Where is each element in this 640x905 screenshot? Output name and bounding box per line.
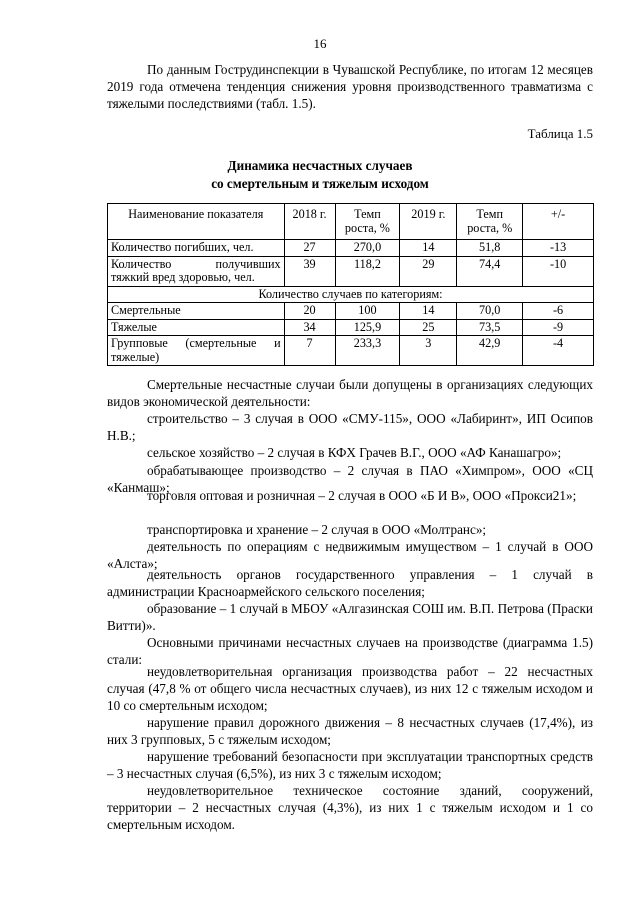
table-cell: 51,8 <box>457 240 523 257</box>
body-paragraph: нарушение требований безопасности при эксплуатации транспортных средств – 3 несчастных случая (6,5%), из них 3 с тяжелым исходом; <box>107 749 593 781</box>
table-header-cell: Темп роста, % <box>335 204 400 240</box>
table-caption: Таблица 1.5 <box>527 126 593 141</box>
table-cell: 270,0 <box>335 240 400 257</box>
table-cell: 70,0 <box>457 303 523 320</box>
table-cell: 100 <box>335 303 400 320</box>
table-row <box>108 240 594 257</box>
body-paragraph: неудовлетворительное техническое состояние зданий, сооружений, территории – 2 несчастных случая (4,3%), из них 1 с тяжелым исходом и 1 со смертельным исходом. <box>107 783 593 832</box>
table-header-row <box>108 204 594 240</box>
body-paragraph: строительство – 3 случая в ООО «СМУ-115», ООО «Лабиринт», ИП Осипов Н.В.; <box>107 411 593 443</box>
table-cell: Тяжелые <box>108 319 285 336</box>
page-number: 16 <box>313 36 327 51</box>
table-header-cell: Наименование показателя <box>108 204 285 240</box>
body-paragraph: торговля оптовая и розничная – 2 случая в ООО «Б И В», ООО «Прокси21»; <box>147 488 577 503</box>
table-cell: Количество получивших тяжкий вред здоровью, чел. <box>108 256 285 286</box>
table-cell: Количество погибших, чел. <box>108 240 285 257</box>
body-paragraph: деятельность органов государственного управления – 1 случай в администрации Красноармейского сельского поселения; <box>107 567 593 599</box>
table-cell: -10 <box>523 256 594 286</box>
table-header-cell: Темп роста, % <box>457 204 523 240</box>
table-header-cell: 2018 г. <box>284 204 335 240</box>
table-cell: 7 <box>284 336 335 366</box>
table-title-line2: со смертельным и тяжелым исходом <box>211 176 429 191</box>
table-cell: 74,4 <box>457 256 523 286</box>
table-cell: 27 <box>284 240 335 257</box>
table-cell: 42,9 <box>457 336 523 366</box>
table-cell: -13 <box>523 240 594 257</box>
body-paragraph: Основными причинами несчастных случаев на производстве (диаграмма 1.5) стали: <box>107 635 593 667</box>
table-cell: 39 <box>284 256 335 286</box>
table-row <box>108 303 594 320</box>
body-paragraph: неудовлетворительная организация производства работ – 22 несчастных случая (47,8 % от общего числа несчастных случаев), из них 12 с тяжелым исходом и 10 со смертельным исходом; <box>107 664 593 713</box>
table-cell: -6 <box>523 303 594 320</box>
table-cell: 14 <box>400 240 457 257</box>
body-paragraph: образование – 1 случай в МБОУ «Алгазинская СОШ им. В.П. Петрова (Праски Витти)». <box>107 601 593 633</box>
table-cell: 3 <box>400 336 457 366</box>
table-title <box>0 157 640 193</box>
table-cell: Групповые (смертельные и тяжелые) <box>108 336 285 366</box>
category-header-row <box>108 286 594 303</box>
table-row <box>108 336 594 366</box>
table-cell: 25 <box>400 319 457 336</box>
table-header-cell: 2019 г. <box>400 204 457 240</box>
table-cell: 118,2 <box>335 256 400 286</box>
intro-paragraph: По данным Гострудинспекции в Чувашской Республике, по итогам 12 месяцев 2019 года отмечена тенденция снижения уровня производственного травматизма с тяжелыми последствиями (табл. 1.5). <box>107 62 593 111</box>
table-cell: 73,5 <box>457 319 523 336</box>
body-paragraph: Смертельные несчастные случаи были допущены в организациях следующих видов экономической деятельности: <box>107 377 593 409</box>
table-cell: 29 <box>400 256 457 286</box>
table-cell: 125,9 <box>335 319 400 336</box>
category-header: Количество случаев по категориям: <box>108 286 594 303</box>
table-cell: 20 <box>284 303 335 320</box>
body-paragraph: транспортировка и хранение – 2 случая в ООО «Молтранс»; <box>147 522 487 537</box>
table-cell: 34 <box>284 319 335 336</box>
body-paragraph: обрабатывающее производство – 2 случая в ПАО «Химпром», ООО «СЦ «Канмаш»; <box>107 463 593 495</box>
table-cell: 233,3 <box>335 336 400 366</box>
table-row <box>108 319 594 336</box>
table-row <box>108 256 594 286</box>
table-cell: -4 <box>523 336 594 366</box>
table-title-line1: Динамика несчастных случаев <box>227 158 413 173</box>
body-paragraph: нарушение правил дорожного движения – 8 несчастных случаев (17,4%), из них 3 групповых, 5 с тяжелым исходом; <box>107 715 593 747</box>
table-cell: 14 <box>400 303 457 320</box>
table-cell: -9 <box>523 319 594 336</box>
body-paragraph: сельское хозяйство – 2 случая в КФХ Грачев В.Г., ООО «АФ Канашагро»; <box>147 445 562 460</box>
table-header-cell: +/- <box>523 204 594 240</box>
table-cell: Смертельные <box>108 303 285 320</box>
body-paragraph: деятельность по операциям с недвижимым имуществом – 1 случай в ООО «Алста»; <box>107 539 593 571</box>
injury-dynamics-table <box>107 203 594 366</box>
